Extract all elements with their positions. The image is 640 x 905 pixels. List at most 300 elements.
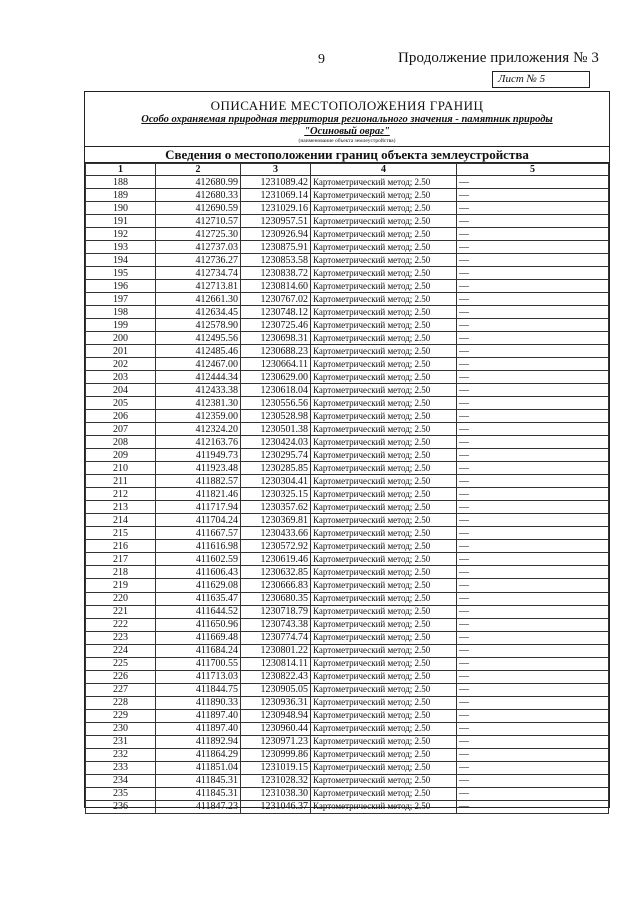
note-cell: — [457,787,609,800]
x-coordinate: 412734.74 [156,267,241,280]
point-number: 208 [86,436,156,449]
x-coordinate: 412433.38 [156,384,241,397]
method-cell: Картометрический метод; 2.50 [311,488,457,501]
table-row [86,748,609,761]
note-cell: — [457,553,609,566]
y-coordinate: 1230698.31 [241,332,311,345]
y-coordinate: 1231046.37 [241,800,311,813]
point-number: 199 [86,319,156,332]
note-cell: — [457,423,609,436]
x-coordinate: 411644.52 [156,605,241,618]
y-coordinate: 1230948.94 [241,709,311,722]
table-row [86,579,609,592]
x-coordinate: 412444.34 [156,371,241,384]
point-number: 198 [86,306,156,319]
note-cell: — [457,618,609,631]
point-number: 228 [86,696,156,709]
point-number: 223 [86,631,156,644]
y-coordinate: 1230433.66 [241,527,311,540]
method-cell: Картометрический метод; 2.50 [311,332,457,345]
table-row [86,254,609,267]
object-name: "Осиновый овраг" [304,126,390,137]
method-cell: Картометрический метод; 2.50 [311,748,457,761]
x-coordinate: 412381.30 [156,397,241,410]
method-cell: Картометрический метод; 2.50 [311,280,457,293]
y-coordinate: 1231028.32 [241,774,311,787]
table-row [86,501,609,514]
table-row [86,670,609,683]
table-row [86,540,609,553]
point-number: 191 [86,215,156,228]
table-row [86,605,609,618]
point-number: 232 [86,748,156,761]
y-coordinate: 1230285.85 [241,462,311,475]
method-cell: Картометрический метод; 2.50 [311,410,457,423]
method-cell: Картометрический метод; 2.50 [311,540,457,553]
point-number: 214 [86,514,156,527]
point-number: 217 [86,553,156,566]
y-coordinate: 1230325.15 [241,488,311,501]
note-cell: — [457,566,609,579]
note-cell: — [457,735,609,748]
note-cell: — [457,449,609,462]
x-coordinate: 411892.94 [156,735,241,748]
method-cell: Картометрический метод; 2.50 [311,579,457,592]
point-number: 190 [86,202,156,215]
note-cell: — [457,761,609,774]
y-coordinate: 1230369.81 [241,514,311,527]
x-coordinate: 412725.30 [156,228,241,241]
table-row [86,319,609,332]
table-row [86,215,609,228]
column-header: 3 [241,164,311,176]
table-row [86,709,609,722]
y-coordinate: 1230619.46 [241,553,311,566]
table-row [86,787,609,800]
y-coordinate: 1231019.15 [241,761,311,774]
note-cell: — [457,371,609,384]
point-number: 200 [86,332,156,345]
x-coordinate: 411713.03 [156,670,241,683]
table-row [86,202,609,215]
x-coordinate: 411717.94 [156,501,241,514]
point-number: 225 [86,657,156,670]
point-number: 209 [86,449,156,462]
table-row [86,384,609,397]
y-coordinate: 1230664.11 [241,358,311,371]
y-coordinate: 1230501.38 [241,423,311,436]
table-row [86,644,609,657]
x-coordinate: 412495.56 [156,332,241,345]
x-coordinate: 411629.08 [156,579,241,592]
method-cell: Картометрический метод; 2.50 [311,358,457,371]
point-number: 220 [86,592,156,605]
method-cell: Картометрический метод; 2.50 [311,176,457,189]
point-number: 197 [86,293,156,306]
y-coordinate: 1230629.00 [241,371,311,384]
method-cell: Картометрический метод; 2.50 [311,202,457,215]
y-coordinate: 1230718.79 [241,605,311,618]
y-coordinate: 1230814.60 [241,280,311,293]
x-coordinate: 411650.96 [156,618,241,631]
point-number: 194 [86,254,156,267]
point-number: 193 [86,241,156,254]
method-cell: Картометрический метод; 2.50 [311,787,457,800]
column-header: 4 [311,164,457,176]
point-number: 188 [86,176,156,189]
note-cell: — [457,670,609,683]
note-cell: — [457,267,609,280]
point-number: 235 [86,787,156,800]
y-coordinate: 1230424.03 [241,436,311,449]
x-coordinate: 412634.45 [156,306,241,319]
table-row [86,371,609,384]
note-cell: — [457,254,609,267]
table-row [86,735,609,748]
method-cell: Картометрический метод; 2.50 [311,527,457,540]
note-cell: — [457,358,609,371]
column-header: 5 [457,164,609,176]
y-coordinate: 1230801.22 [241,644,311,657]
note-cell: — [457,774,609,787]
x-coordinate: 412485.46 [156,345,241,358]
y-coordinate: 1230774.74 [241,631,311,644]
method-cell: Картометрический метод; 2.50 [311,371,457,384]
x-coordinate: 412736.27 [156,254,241,267]
table-row [86,657,609,670]
method-cell: Картометрический метод; 2.50 [311,345,457,358]
x-coordinate: 411635.47 [156,592,241,605]
table-row [86,618,609,631]
y-coordinate: 1230528.98 [241,410,311,423]
y-coordinate: 1230357.62 [241,501,311,514]
note-cell: — [457,241,609,254]
boundary-table [85,163,609,814]
y-coordinate: 1230822.43 [241,670,311,683]
note-cell: — [457,436,609,449]
point-number: 233 [86,761,156,774]
point-number: 218 [86,566,156,579]
note-cell: — [457,748,609,761]
point-number: 203 [86,371,156,384]
note-cell: — [457,488,609,501]
note-cell: — [457,189,609,202]
point-number: 224 [86,644,156,657]
method-cell: Картометрический метод; 2.50 [311,709,457,722]
x-coordinate: 412163.76 [156,436,241,449]
x-coordinate: 411602.59 [156,553,241,566]
method-cell: Картометрический метод; 2.50 [311,319,457,332]
x-coordinate: 411851.04 [156,761,241,774]
point-number: 210 [86,462,156,475]
point-number: 206 [86,410,156,423]
y-coordinate: 1230936.31 [241,696,311,709]
method-cell: Картометрический метод; 2.50 [311,293,457,306]
appendix-label: Продолжение приложения № 3 [398,50,599,66]
table-row [86,462,609,475]
method-cell: Картометрический метод; 2.50 [311,774,457,787]
x-coordinate: 411847.23 [156,800,241,813]
point-number: 222 [86,618,156,631]
note-cell: — [457,397,609,410]
table-row [86,475,609,488]
x-coordinate: 412578.90 [156,319,241,332]
method-cell: Картометрический метод; 2.50 [311,254,457,267]
point-number: 196 [86,280,156,293]
note-cell: — [457,176,609,189]
method-cell: Картометрический метод; 2.50 [311,475,457,488]
y-coordinate: 1230304.41 [241,475,311,488]
document-title: ОПИСАНИЕ МЕСТОПОЛОЖЕНИЯ ГРАНИЦ [210,98,484,113]
table-row [86,280,609,293]
x-coordinate: 412680.33 [156,189,241,202]
table-row [86,696,609,709]
document-frame [84,91,610,813]
table-row [86,189,609,202]
point-number: 219 [86,579,156,592]
table-row [86,449,609,462]
y-coordinate: 1231089.42 [241,176,311,189]
table-row [86,358,609,371]
sheet-label: Лист № 5 [492,71,590,88]
point-number: 207 [86,423,156,436]
note-cell: — [457,501,609,514]
method-cell: Картометрический метод; 2.50 [311,735,457,748]
point-number: 204 [86,384,156,397]
y-coordinate: 1230572.92 [241,540,311,553]
method-cell: Картометрический метод; 2.50 [311,592,457,605]
table-row [86,592,609,605]
point-number: 201 [86,345,156,358]
table-row [86,176,609,189]
table-row [86,683,609,696]
x-coordinate: 412680.99 [156,176,241,189]
note-cell: — [457,709,609,722]
x-coordinate: 412737.03 [156,241,241,254]
x-coordinate: 412661.30 [156,293,241,306]
method-cell: Картометрический метод; 2.50 [311,189,457,202]
x-coordinate: 411923.48 [156,462,241,475]
method-cell: Картометрический метод; 2.50 [311,566,457,579]
point-number: 234 [86,774,156,787]
table-row [86,774,609,787]
y-coordinate: 1230680.35 [241,592,311,605]
note-cell: — [457,475,609,488]
y-coordinate: 1230926.94 [241,228,311,241]
table-header-row [86,164,609,176]
method-cell: Картометрический метод; 2.50 [311,761,457,774]
point-number: 212 [86,488,156,501]
method-cell: Картометрический метод; 2.50 [311,241,457,254]
note-cell: — [457,462,609,475]
y-coordinate: 1230688.23 [241,345,311,358]
y-coordinate: 1230767.02 [241,293,311,306]
method-cell: Картометрический метод; 2.50 [311,553,457,566]
column-header: 1 [86,164,156,176]
note-cell: — [457,202,609,215]
x-coordinate: 411844.75 [156,683,241,696]
note-cell: — [457,696,609,709]
note-cell: — [457,800,609,813]
note-cell: — [457,644,609,657]
note-cell: — [457,306,609,319]
y-coordinate: 1230556.56 [241,397,311,410]
method-cell: Картометрический метод; 2.50 [311,683,457,696]
table-row [86,267,609,280]
point-number: 205 [86,397,156,410]
table-row [86,488,609,501]
y-coordinate: 1230814.11 [241,657,311,670]
note-cell: — [457,215,609,228]
table-row [86,761,609,774]
method-cell: Картометрический метод; 2.50 [311,800,457,813]
method-cell: Картометрический метод; 2.50 [311,267,457,280]
y-coordinate: 1230960.44 [241,722,311,735]
method-cell: Картометрический метод; 2.50 [311,618,457,631]
method-cell: Картометрический метод; 2.50 [311,501,457,514]
x-coordinate: 411606.43 [156,566,241,579]
method-cell: Картометрический метод; 2.50 [311,696,457,709]
table-row [86,566,609,579]
note-cell: — [457,384,609,397]
method-cell: Картометрический метод; 2.50 [311,423,457,436]
x-coordinate: 411821.46 [156,488,241,501]
note-cell: — [457,280,609,293]
x-coordinate: 412713.81 [156,280,241,293]
x-coordinate: 411700.55 [156,657,241,670]
table-row [86,436,609,449]
note-cell: — [457,345,609,358]
method-cell: Картометрический метод; 2.50 [311,605,457,618]
y-coordinate: 1230905.05 [241,683,311,696]
x-coordinate: 411890.33 [156,696,241,709]
table-row [86,800,609,813]
x-coordinate: 411845.31 [156,774,241,787]
note-cell: — [457,319,609,332]
x-coordinate: 412710.57 [156,215,241,228]
y-coordinate: 1230875.91 [241,241,311,254]
y-coordinate: 1231038.30 [241,787,311,800]
point-number: 202 [86,358,156,371]
table-row [86,345,609,358]
section-title: Сведения о местоположении границ объекта землеустройства [85,146,609,163]
y-coordinate: 1230971.23 [241,735,311,748]
note-cell: — [457,579,609,592]
y-coordinate: 1230295.74 [241,449,311,462]
point-number: 195 [86,267,156,280]
point-number: 192 [86,228,156,241]
note-cell: — [457,683,609,696]
x-coordinate: 411897.40 [156,722,241,735]
y-coordinate: 1231029.16 [241,202,311,215]
point-number: 226 [86,670,156,683]
point-number: 213 [86,501,156,514]
table-row [86,410,609,423]
object-name-note: (наименование объекта землеустройства) [298,138,396,144]
note-cell: — [457,540,609,553]
y-coordinate: 1230743.38 [241,618,311,631]
note-cell: — [457,293,609,306]
table-row [86,241,609,254]
method-cell: Картометрический метод; 2.50 [311,631,457,644]
x-coordinate: 412359.00 [156,410,241,423]
x-coordinate: 411704.24 [156,514,241,527]
x-coordinate: 412467.00 [156,358,241,371]
method-cell: Картометрический метод; 2.50 [311,722,457,735]
note-cell: — [457,410,609,423]
x-coordinate: 411864.29 [156,748,241,761]
method-cell: Картометрический метод; 2.50 [311,215,457,228]
y-coordinate: 1230725.46 [241,319,311,332]
note-cell: — [457,631,609,644]
page-number: 9 [318,52,325,67]
method-cell: Картометрический метод; 2.50 [311,670,457,683]
note-cell: — [457,332,609,345]
y-coordinate: 1230838.72 [241,267,311,280]
x-coordinate: 411897.40 [156,709,241,722]
point-number: 229 [86,709,156,722]
x-coordinate: 412324.20 [156,423,241,436]
y-coordinate: 1230999.86 [241,748,311,761]
method-cell: Картометрический метод; 2.50 [311,384,457,397]
note-cell: — [457,527,609,540]
method-cell: Картометрический метод; 2.50 [311,449,457,462]
table-row [86,306,609,319]
note-cell: — [457,605,609,618]
table-row [86,527,609,540]
y-coordinate: 1230957.51 [241,215,311,228]
y-coordinate: 1230748.12 [241,306,311,319]
table-row [86,423,609,436]
table-row [86,397,609,410]
method-cell: Картометрический метод; 2.50 [311,306,457,319]
note-cell: — [457,514,609,527]
note-cell: — [457,657,609,670]
point-number: 189 [86,189,156,202]
territory-subtitle: Особо охраняемая природная территория регионального значения - памятник природы [141,114,553,125]
table-row [86,514,609,527]
method-cell: Картометрический метод; 2.50 [311,436,457,449]
method-cell: Картометрический метод; 2.50 [311,514,457,527]
table-body [86,176,609,814]
point-number: 227 [86,683,156,696]
method-cell: Картометрический метод; 2.50 [311,462,457,475]
note-cell: — [457,228,609,241]
x-coordinate: 411616.98 [156,540,241,553]
point-number: 230 [86,722,156,735]
note-cell: — [457,722,609,735]
point-number: 236 [86,800,156,813]
point-number: 216 [86,540,156,553]
method-cell: Картометрический метод; 2.50 [311,397,457,410]
point-number: 221 [86,605,156,618]
x-coordinate: 411684.24 [156,644,241,657]
method-cell: Картометрический метод; 2.50 [311,228,457,241]
point-number: 211 [86,475,156,488]
table-row [86,722,609,735]
method-cell: Картометрический метод; 2.50 [311,644,457,657]
x-coordinate: 411845.31 [156,787,241,800]
column-header: 2 [156,164,241,176]
method-cell: Картометрический метод; 2.50 [311,657,457,670]
note-cell: — [457,592,609,605]
x-coordinate: 411669.48 [156,631,241,644]
x-coordinate: 412690.59 [156,202,241,215]
table-row [86,332,609,345]
y-coordinate: 1231069.14 [241,189,311,202]
table-row [86,631,609,644]
y-coordinate: 1230618.04 [241,384,311,397]
